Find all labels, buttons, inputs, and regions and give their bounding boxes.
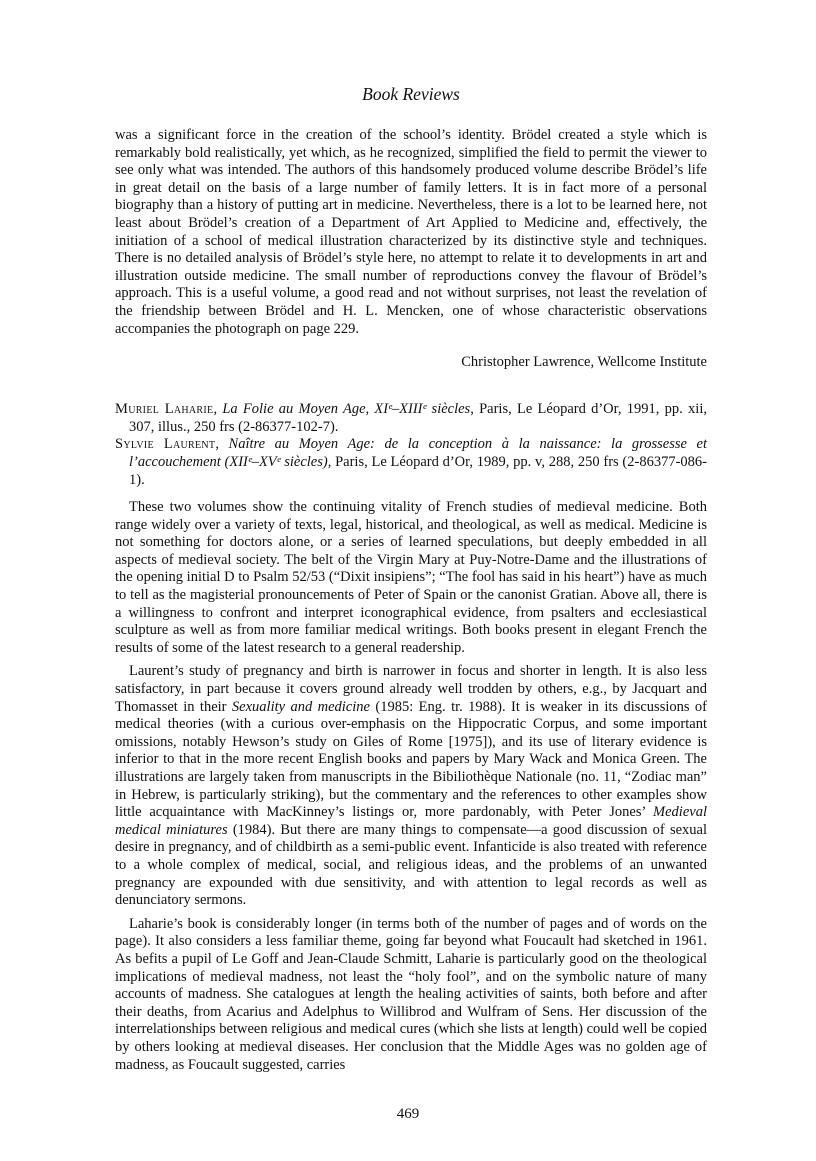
paragraph-text: Laurent’s study of pregnancy and birth is narrower in focus and shorter in length. It is also less satisfactory, in part because it covers ground already well trodden by others, e.g., by Jacquart and Thomasset in their [115,663,707,715]
review2-paragraph-3: Laharie’s book is considerably longer (in terms both of the number of pages and of words on the page). It also considers a less familiar theme, going far beyond what Foucault had sketched in 1961. As befits a pupil of Le Goff and Jean-Claude Schmitt, Laharie is particularly good on the theological implications of medieval madness, not least the “holy fool”, and on the symbolic nature of many accounts of madness. She catalogues at length the healing activities of saints, both before and after their deaths, from Acarius and Adelphus to Willibrod and Wulfram of Sens. Her discussion of the interrelationships between religious and medical cures (which she lists at length) could well be copied by others looking at medieval diseases. Her conclusion that the Middle Ages was no golden age of madness, as Foucault suggested, carries [115,915,707,1073]
review2-paragraph-2 [115,663,707,909]
review1-continuation: was a significant force in the creation of the school’s identity. Brödel created a style which is remarkably bold realistically, yet which, as he recognized, simplified the field to permit the viewer to see only what was intended. The authors of this handsomely produced volume describe Brödel’s life in great detail on the basis of a large number of family letters. It is in fact more of a personal biography than a history of putting art in medicine. Nevertheless, there is a lot to be learned here, not least about Brödel’s creation of a Department of Art Applied to Medicine and, effectively, the initiation of a school of medical illustration characterized by its distinctive style and techniques. There is no detailed analysis of Brödel’s style here, no attempt to relate it to developments in art and illustration outside medicine. The small number of reproductions convey the flavour of Brödel’s approach. This is a useful volume, a good read and not without surprises, not least the revelation of the friendship between Brödel and H. L. Mencken, one of whose characteristic observations accompanies the photograph on page 229. [115,127,707,337]
page-number: 469 [396,1106,420,1122]
review2-paragraph-1: These two volumes show the continuing vitality of French studies of medieval medicine. Both range widely over a variety of texts, legal, historical, and theological, as well as medical. Medicine is not something for doctors alone, or a series of learned speculations, but deeply embedded in all aspects of medieval society. The belt of the Virgin Mary at Puy-Notre-Dame and the illustrations of the opening initial D to Psalm 52/53 (“Dixit insipiens”; “The fool has said in his heart”) have as much to tell as the magisterial pronouncements of Peter of Spain or the canonist Gratian. Above all, there is a willingness to confront and interpret iconographical evidence, from psalters and ecclesiastical sculpture as well as from more familiar medical writings. Both books present in elegant French the results of some of the latest research to a general readership. [115,499,707,656]
citation-laharie: Muriel Laharie, La Folie au Moyen Age, XIᵉ–XIIIᵉ siècles, Paris, Le Léopard d’Or, 1991, pp. xii, 307, illus., 250 frs (2-86377-102-7). [115,401,707,435]
citation-author: Sylvie Laurent [115,436,216,453]
citation-details: , Paris, Le Léopard d’Or, 1989, pp. v, 288, 250 frs (2-86377-086-1). [129,453,707,488]
citation-author: Muriel Laharie [115,401,214,418]
citation-title: Naître au Moyen Age: de la conception à la naissance: la grossesse et l’accouchement (XIIᵉ–XVᵉ siècles) [129,436,708,470]
book-title: Sexuality and medicine [231,698,370,715]
review2-citations [115,401,707,489]
citation-title: La Folie au Moyen Age, XIᵉ–XIIIᵉ siècles [222,401,471,418]
book-title: Medieval medical miniatures [115,804,707,838]
reviewer-signature: Christopher Lawrence, Wellcome Institute [461,354,707,371]
citation-details: , Paris, Le Léopard d’Or, 1991, pp. xii, 307, illus., 250 frs (2-86377-102-7). [129,401,707,435]
paragraph-text: (1984). But there are many things to compensate—a good discussion of sexual desire in pregnancy, and of childbirth as a semi-public event. Infanticide is also treated with reference to a whole complex of medical, social, and religious ideas, and the problems of an unwanted pregnancy are expounded with due sensitivity, and with attention to legal records as well as denunciatory sermons. [115,821,707,909]
running-head: Book Reviews [362,84,460,104]
citation-laurent: Sylvie Laurent, Naître au Moyen Age: de la conception à la naissance: la grossesse et l’accouchement (XIIᵉ–XVᵉ siècles), Paris, Le Léopard d’Or, 1989, pp. v, 288, 250 frs (2-86377-086-1). [115,436,708,488]
paragraph-text: (1985: Eng. tr. 1988). It is weaker in its discussions of medical theories (with a curious over-emphasis on the Hippocratic Corpus, and some important omissions, notably Hewson’s study on Giles of Rome [1975]), and its use of literary evidence is inferior to that in the more recent English books and papers by Mary Wack and Monica Green. The illustrations are largely taken from manuscripts in the Bibiliothèque Nationale (no. 11, “Zodiac man” in Hebrew, is particularly striking), but the commentary and the references to other examples show little acquaintance with MacKinney’s listings or, more pardonably, with Peter Jones’ [115,698,708,821]
page-content [115,78,707,1074]
